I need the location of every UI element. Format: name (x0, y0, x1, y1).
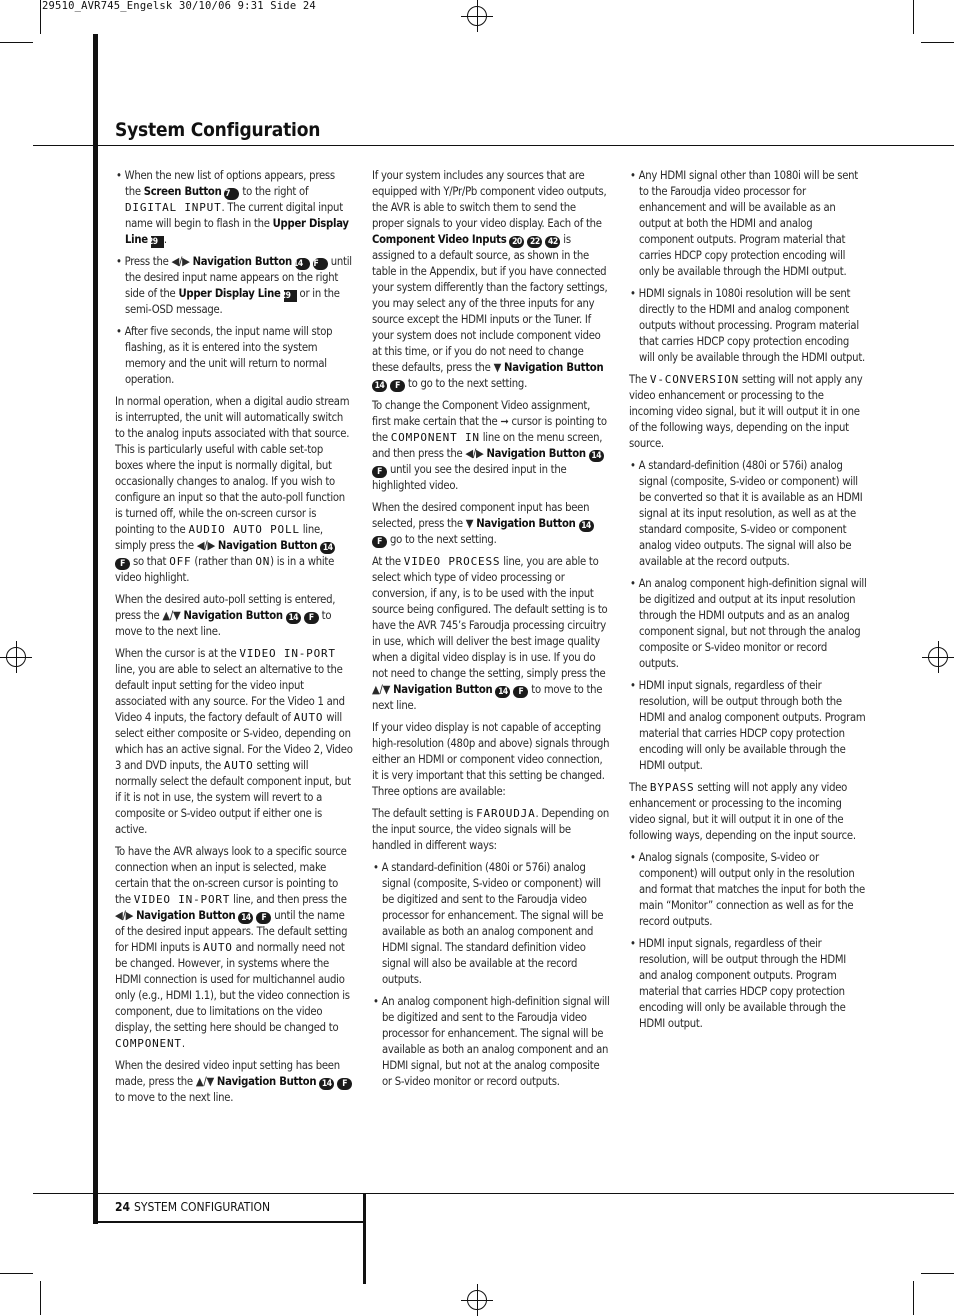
control-label: Upper Display Line (178, 287, 281, 300)
crop-mark (913, 0, 914, 34)
crop-mark (40, 0, 41, 34)
list-item: • Any HDMI signal other than 1080i will be sent to the Faroudja video processor for enhancement and will be available as an output at both the HDMI and analog component outputs. Program material that carries HDCP copy protection encoding will only be available through the HDMI output. (629, 168, 867, 280)
control-label: Navigation Button (476, 517, 576, 530)
list-item: • HDMI signals in 1080i resolution will be sent directly to the HDMI and analog component outputs without processing. Program material that carries HDCP copy protection encoding will only be available through the HDMI output. (629, 286, 867, 366)
registration-mark-icon (0, 641, 32, 673)
list-item: • An analog component high-definition signal will be digitized and output at its input resolution through the HDMI outputs and as an analog component signal, but not through the analog composite or S-video monitor or record outputs. (629, 576, 867, 672)
crop-mark (40, 1281, 41, 1315)
paragraph: At the VIDEO PROCESS line, you are able to select which type of video processing or conversion, if any, is to be used with the input source being configured. The default setting is to have the AVR 745’s Faroudja processing circuitry in use, which will deliver the best image quality when a digital video display is in use. If you do not need to change the setting, simply press the ▲/▼ Navigation Button 14 F to move to the next line. (372, 555, 608, 712)
registration-mark-icon (461, 1284, 493, 1316)
callout-badge-icon: F (372, 466, 387, 478)
callout-badge-icon: F (390, 380, 405, 392)
crop-mark (913, 1281, 914, 1315)
callout-badge-icon: 14 (238, 912, 253, 924)
callout-badge-icon: 7 (224, 188, 239, 200)
callout-badge-icon: F (513, 686, 528, 698)
callout-square-icon: 29 (284, 290, 297, 302)
list-item: • An analog component high-definition signal will be digitized and sent to the Faroudja video processor for enhancement. The signal will be available as both an analog component and an HDMI signal, but not at the analog composite or S-video monitor or record outputs. (372, 994, 610, 1090)
control-label: Component Video Inputs (372, 233, 507, 246)
paragraph: The V-CONVERSION setting will not apply any video enhancement or processing to the incoming video signal, but it will output it in one of the following ways, depending on the input source. (629, 373, 863, 450)
paragraph: To change the Component Video assignment, first make certain that the ➞ cursor is pointing to the COMPONENT IN line on the menu screen, and then press the ◀/▶ Navigation Button 14 F until you see the desired input in the highlighted video. (372, 399, 607, 492)
osd-text: VIDEO IN-PORT (133, 893, 231, 906)
osd-text: AUDIO AUTO POLL (188, 523, 300, 536)
paragraph: When the desired video input setting has been made, press the ▲/▼ Navigation Button 14 F to move to the next line. (115, 1058, 353, 1106)
control-label: Navigation Button (393, 683, 493, 696)
callout-badge-icon: 20 (509, 236, 524, 248)
header-rule (33, 145, 954, 146)
page-number: 24 (115, 1200, 131, 1214)
callout-badge-icon: 14 (319, 1078, 334, 1090)
osd-text: OFF (169, 555, 192, 568)
osd-text: AUTO (203, 941, 233, 954)
paragraph: If your system includes any sources that are equipped with Y/Pr/Pb component video outputs, the AVR is able to switch them to send the proper signals to your video display. Each of the Component Video Inputs 20 22 42 is assigned to a default source, as shown in the table in the Appendix, but if you have connected your system differently than the factory settings, you may select any of the three inputs for any source except the HDMI inputs or the Tuner. If your system does not include component video at this time, or if you do not need to change these defaults, press the ▼ Navigation Button 14 F to go to the next setting. (372, 169, 608, 391)
control-label: Navigation Button (504, 361, 604, 374)
paragraph: If your video display is not capable of accepting high-resolution (480p and above) signals through either an HDMI or component video connection, it is very important that this setting be changed. Three options are available: (372, 721, 610, 798)
callout-square-icon: 29 (151, 236, 164, 248)
control-label: Navigation Button (192, 255, 292, 268)
print-slug: 29510_AVR745_Engelsk 30/10/06 9:31 Side 24 (42, 0, 316, 12)
callout-badge-icon: F (337, 1078, 352, 1090)
osd-text: COMPONENT IN (390, 431, 480, 444)
callout-badge-icon: F (313, 258, 328, 270)
callout-badge-icon: 22 (527, 236, 542, 248)
osd-text: AUTO (293, 711, 324, 724)
osd-text: BYPASS (649, 781, 695, 794)
footer-rule (33, 1193, 954, 1194)
callout-badge-icon: 14 (495, 686, 510, 698)
callout-badge-icon: F (115, 558, 130, 570)
callout-badge-icon: 42 (545, 236, 560, 248)
callout-badge-icon: F (372, 536, 387, 548)
callout-badge-icon: F (256, 912, 271, 924)
list-item: • HDMI input signals, regardless of their resolution, will be output through both the HDMI and analog component outputs. Program material that carries HDCP copy protection encoding will only be available through the HDMI output. (629, 678, 867, 774)
left-margin-bar (93, 34, 98, 1224)
list-item: • When the new list of options appears, press the Screen Button 7 to the right of DIGITAL INPUT. The current digital input name will begin to flash in the Upper Display Line 29 . (115, 168, 353, 248)
page-title: System Configuration (115, 119, 321, 141)
registration-mark-icon (461, 0, 493, 32)
control-label: Navigation Button (486, 447, 586, 460)
control-label: Upper Display Line (125, 217, 349, 246)
control-label: Navigation Button (136, 909, 236, 922)
control-label: Navigation Button (217, 539, 318, 552)
registration-mark-icon (922, 641, 954, 673)
paragraph: To have the AVR always look to a specific source connection when an input is selected, make certain that the on-screen cursor is pointing to the VIDEO IN-PORT line, and then press the ◀/▶ Navigation Button 14 F until the name of the desired input appears. The default setting for HDMI inputs is AUTO and normally need not be changed. However, in systems where the HDMI connection is used for multichannel audio only (e.g., HDMI 1.1), but the video connection is component, due to limitations on the video display, the setting here should be changed to COMPONENT. (115, 845, 350, 1050)
osd-text: DIGITAL INPUT (125, 201, 222, 214)
crop-mark (0, 42, 33, 43)
callout-badge-icon: 14 (295, 258, 310, 270)
list-item: • Press the ◀/▶ Navigation Button 14 F until the desired input name appears on the right side of the Upper Display Line 29 or in the semi-OSD message. (115, 254, 353, 318)
osd-text: V-CONVERSION (649, 373, 739, 386)
osd-text: COMPONENT (115, 1037, 182, 1050)
callout-badge-icon: F (304, 612, 319, 624)
footer-section: SYSTEM CONFIGURATION (134, 1200, 271, 1214)
osd-text: FAROUDJA (476, 807, 536, 820)
crop-mark (921, 1273, 954, 1274)
crop-mark (0, 1273, 33, 1274)
paragraph: In normal operation, when a digital audio stream is interrupted, the unit will automatically switch to the analog inputs associated with that source. This is particularly useful with cable set-top boxes where the input is normally digital, but occasionally changes to analog. If you wish to configure an input so that the auto-poll function is turned off, while the on-screen cursor is pointing to the AUDIO AUTO POLL line, simply press the ◀/▶ Navigation Button 14 F so that OFF (rather than ON) is in a white video highlight. (115, 395, 350, 584)
callout-badge-icon: 14 (589, 450, 604, 462)
list-item: • A standard-definition (480i or 576i) analog signal (composite, S-video or component) will be digitized and sent to the Faroudja video processor for enhancement. The signal will be available as both an analog component and HDMI signal. The standard definition video signal will also be available at the record outputs. (372, 860, 610, 988)
callout-badge-icon: 14 (372, 380, 387, 392)
list-item: • After five seconds, the input name will stop flashing, as it is entered into the system memory and the unit will return to normal operation. (115, 324, 353, 388)
control-label: Screen Button (143, 185, 222, 198)
crop-mark (921, 42, 954, 43)
osd-text: ON (255, 555, 271, 568)
callout-badge-icon: 14 (286, 612, 301, 624)
callout-badge-icon: 14 (320, 542, 335, 554)
column-1 (115, 168, 353, 1112)
list-item: • HDMI input signals, regardless of their resolution, will be output through the HDMI and analog component outputs. Program material that carries HDCP copy protection encoding will only be available through the HDMI output. (629, 936, 867, 1032)
osd-text: VIDEO IN-PORT (239, 647, 336, 660)
paragraph: The default setting is FAROUDJA. Depending on the input source, the video signals will be handled in different ways: (372, 807, 609, 852)
osd-text: VIDEO PROCESS (403, 555, 501, 568)
paragraph: When the desired auto-poll setting is entered, press the ▲/▼ Navigation Button 14 F to move to the next line. (115, 593, 336, 638)
callout-badge-icon: 14 (579, 520, 594, 532)
footer-bar (98, 1221, 366, 1223)
control-label: Navigation Button (183, 609, 283, 622)
osd-text: AUTO (223, 759, 254, 772)
page-footer (115, 1200, 270, 1214)
list-item: • A standard-definition (480i or 576i) analog signal (composite, S-video or component) will be converted so that it is available as an HDMI signal at its input resolution, as well as at the standard composite, S-video or component analog video outputs. The signal will also be available at the record outputs. (629, 458, 867, 570)
paragraph: When the desired component input has been selected, press the ▼ Navigation Button 14 F go to the next setting. (372, 500, 610, 548)
paragraph: When the cursor is at the VIDEO IN-PORT line, you are able to select an alternative to the default input setting for the video input associated with any source. For the Video 1 and Video 4 inputs, the factory default of AUTO will select either composite or S-video, depending on which has an active signal. For the Video 2, Video 3 and DVD inputs, the AUTO setting will normally select the default component input, but if it is not in use, the system will revert to a composite or S-video output if either one is active. (115, 647, 353, 836)
control-label: Navigation Button (216, 1075, 317, 1088)
list-item: • Analog signals (composite, S-video or component) will output only in the resolution and format that matches the input for both the main “Monitor” connection as well as for the record outputs. (629, 850, 867, 930)
column-3 (629, 168, 867, 1038)
footer-bar-vertical (363, 1193, 366, 1284)
paragraph: The BYPASS setting will not apply any video enhancement or processing to the incoming video signal, but it will output it in one of the following ways, depending on the input source. (629, 781, 856, 842)
column-2 (372, 168, 610, 1096)
